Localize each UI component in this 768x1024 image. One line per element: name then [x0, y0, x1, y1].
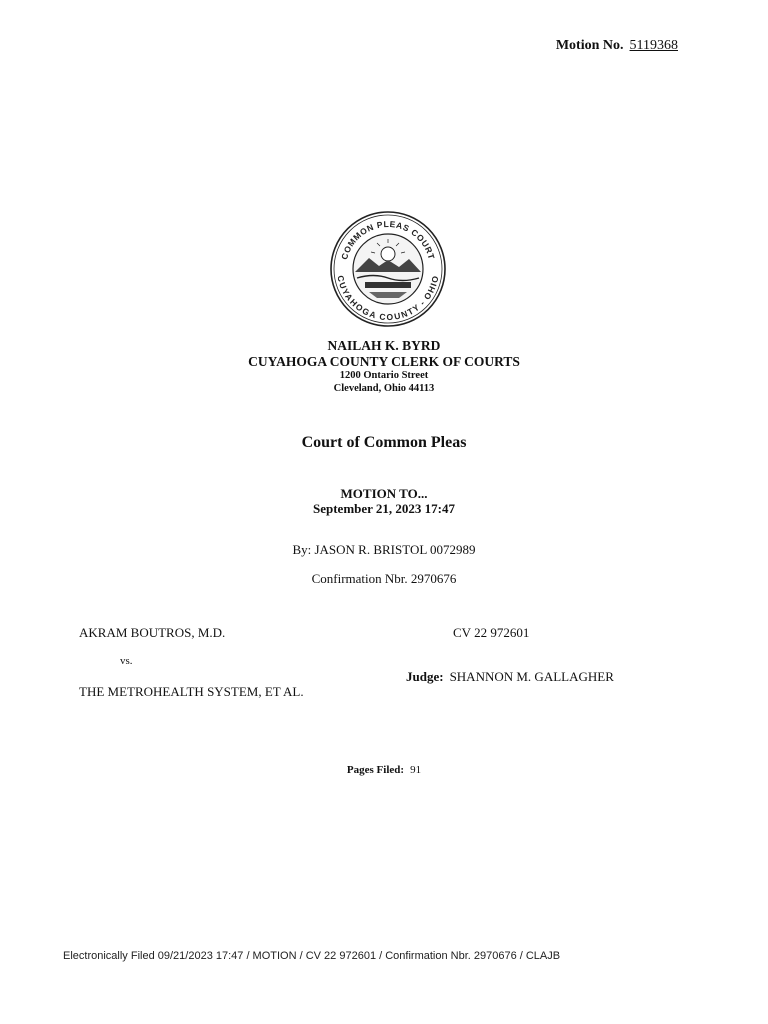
clerk-title: CUYAHOGA COUNTY CLERK OF COURTS — [248, 354, 520, 369]
filed-by: By: JASON R. BRISTOL 0072989 — [292, 542, 476, 557]
motion-number-label: Motion No. — [555, 38, 624, 53]
motion-number — [556, 38, 678, 54]
seal-top-text: COMMON PLEAS COURT — [339, 218, 437, 261]
clerk-address-line2: Cleveland, Ohio 44113 — [333, 383, 435, 394]
clerk-address-line1: 1200 Ontario Street — [339, 370, 429, 381]
clerk-name: NAILAH K. BYRD — [327, 338, 441, 353]
filing-datetime: September 21, 2023 17:47 — [312, 501, 456, 516]
pages-filed — [0, 764, 768, 776]
versus-label: vs. — [120, 655, 133, 667]
defendant-name: THE METROHEALTH SYSTEM, ET AL. — [79, 684, 304, 699]
document-type: MOTION TO... — [340, 486, 428, 501]
case-number: CV 22 972601 — [453, 625, 530, 640]
motion-number-value: 5119368 — [629, 38, 678, 53]
judge-name: SHANNON M. GALLAGHER — [449, 669, 614, 684]
pages-filed-count: 91 — [410, 764, 422, 776]
electronic-filing-footer: Electronically Filed 09/21/2023 17:47 / MOTION / CV 22 972601 / Confirmation Nbr. 2970676 / CLAJB — [63, 950, 561, 962]
court-seal — [329, 210, 447, 328]
court-name: Court of Common Pleas — [301, 434, 467, 451]
confirmation-number: Confirmation Nbr. 2970676 — [311, 571, 457, 586]
seal-bench-icon — [365, 282, 411, 288]
seal-bottom-text: CUYAHOGA COUNTY - OHIO — [335, 274, 441, 323]
plaintiff-name: AKRAM BOUTROS, M.D. — [79, 625, 226, 640]
judge-label: Judge: — [406, 669, 444, 684]
pages-filed-label: Pages Filed: — [346, 764, 405, 776]
judge — [406, 669, 614, 685]
